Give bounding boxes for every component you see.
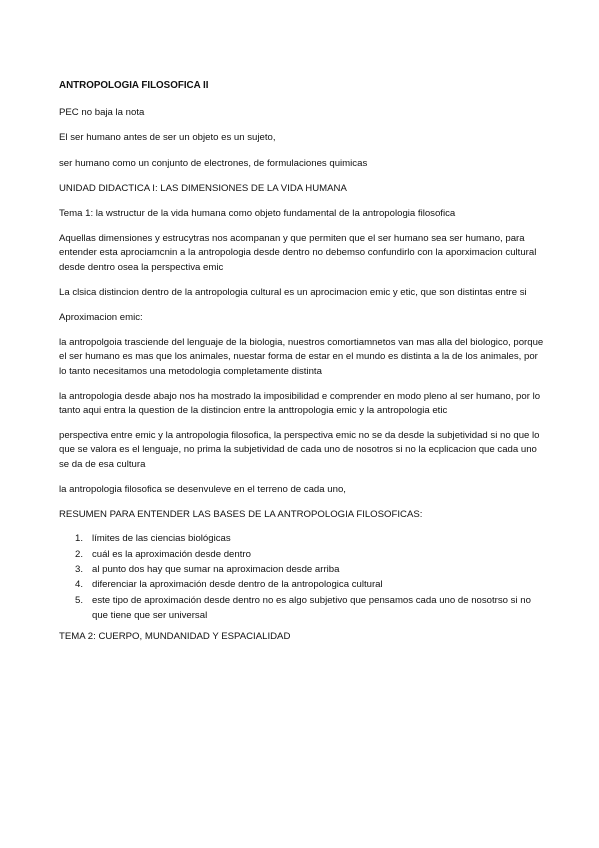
list-item [59,531,546,546]
document-content [59,79,546,655]
paragraph-perspective: perspectiva entre emic y la antropologia filosofica, la perspectiva emic no se da desde la subjetividad si no que lo que se valora es el lenguaje, no prima la subjetividad de cada uno de nosotros si no la ecplicacion que cada uno se da de esa cultura [59,430,540,470]
paragraph-dimensions: Aquellas dimensiones y estrucytras nos acompanan y que permiten que el ser humano sea ser humano, para entender esta aprociamcnin a la antropologia desde dentro no debemso confundirlo con la aporximacion cultural desde dentro osea la perspectiva emic [59,233,537,273]
list-item [59,593,546,624]
list-text: cuál es la aproximación desde dentro [92,548,251,560]
list-item [59,577,546,592]
paragraph-from-below: la antropologia desde abajo nos ha mostrado la imposibilidad e comprender en modo pleno al ser humano, por lo tanto aqui entra la question de la distincion entre la anttropologia emic y la antropologia etic [59,390,541,417]
summary-heading: RESUMEN PARA ENTENDER LAS BASES DE LA ANTROPOLOGIA FILOSOFICAS: [59,509,423,521]
paragraph-emic-etic: La clsica distincion dentro de la antropologia cultural es un aprocimacion emic y etic, que son distintas entre si [59,286,527,298]
paragraph-subject: El ser humano antes de ser un objeto es un sujeto, [59,132,276,144]
paragraph-terrain: la antropologia filosofica se desenvuleve en el terreno de cada uno, [59,483,346,495]
list-text: al punto dos hay que sumar na aproximacion desde arriba [92,564,340,576]
topic-heading: Tema 1: la wstructur de la vida humana como objeto fundamental de la antropologia filosofica [59,208,456,220]
paragraph-biology: la antropolgoia trasciende del lenguaje de la biologia, nuestros comortiamnetos van mas alla del biologico, porque el ser humano es mas que los animales, nuestar forma de estar en el mundo es distinta a la de los animales, por lo tanto necesitamos una metodologia completamente distinta [59,337,544,377]
document-title: ANTROPOLOGIA FILOSOFICA II [59,80,209,91]
list-number: 2. [75,548,84,560]
list-text: diferenciar la aproximación desde dentro de la antropologica cultural [92,579,383,591]
list-text: límites de las ciencias biológicas [92,533,231,545]
list-number: 5. [75,594,84,606]
paragraph-electrons: ser humano como un conjunto de electrones, de formulaciones quimicas [59,157,368,169]
list-item [59,562,546,577]
list-number: 3. [75,564,84,576]
emic-heading: Aproximacion emic: [59,312,143,324]
unit-heading: UNIDAD DIDACTICA I: LAS DIMENSIONES DE LA VIDA HUMANA [59,182,347,194]
list-number: 4. [75,579,84,591]
list-item [59,547,546,562]
next-topic-heading: TEMA 2: CUERPO, MUNDANIDAD Y ESPACIALIDAD [59,630,291,642]
paragraph-pec: PEC no baja la nota [59,107,145,119]
summary-list [59,531,546,623]
list-text: este tipo de aproximación desde dentro no es algo subjetivo que pensamos cada uno de nosotrso si no que tiene que ser universal [92,594,531,622]
list-number: 1. [75,533,84,545]
